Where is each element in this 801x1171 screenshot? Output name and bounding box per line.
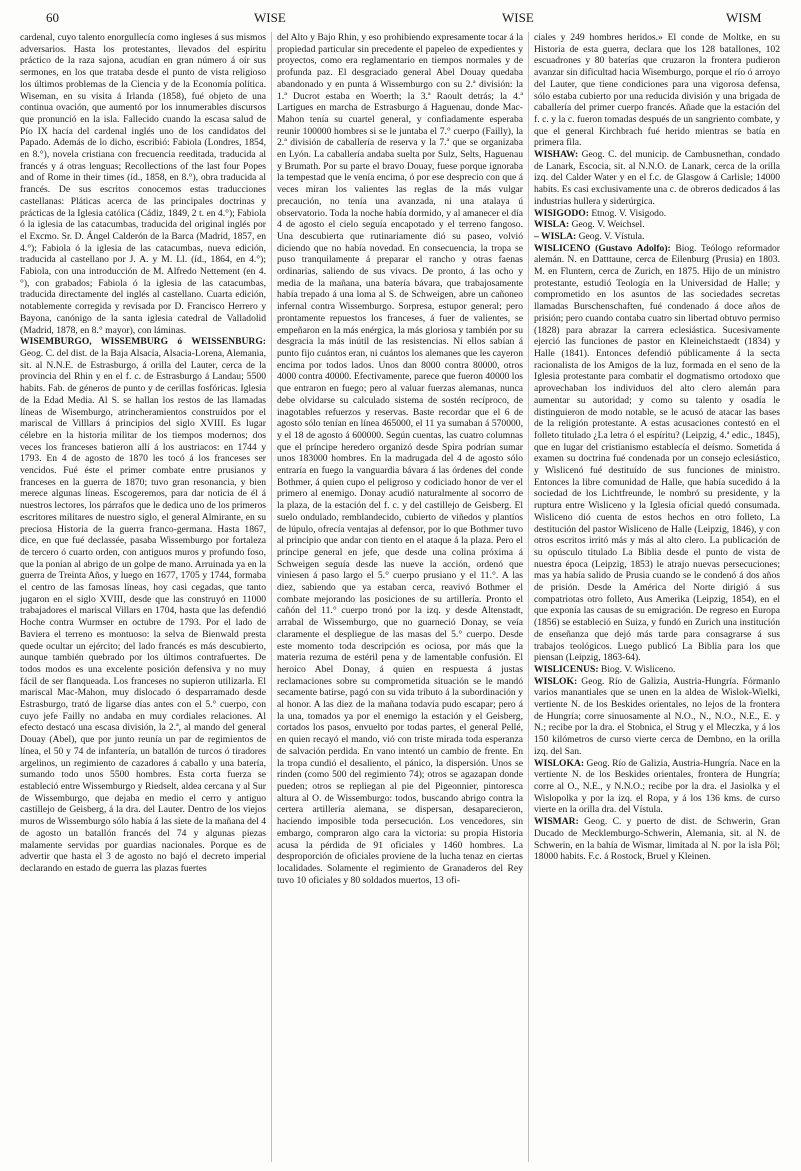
paragraph: del Alto y Bajo Rhin, y eso prohibiendo expresamente tocar á la propiedad particular sin precedente el papeleo de expedientes y proyectos, como era reglamentario en tiempos normales y de profunda paz. El desgraciado general Abel Douay quedaba abandonado y en punta á Wissemburgo con su 2.ª división: la 1.ª Ducrot estaba en Woerth; la 3.ª Raoult detrás; la 4.ª Lartigues en marcha de Estrasburgo á Haguenau, donde Mac-Mahon tenía su cuartel general, y confiadamente esperaba reunir 100000 hombres si se le juntaba el 7.° cuerpo (Failly), la 2.ª división de caballería de reserva y la 7.ª que se organizaba en Lyón. La caballería andaba suelta por Sulz, Selts, Haguenau y Brumath. Por su parte el bravo Douay, fuese porque ignoraba la tempestad que le venía encima, ó por ese desprecio con que á veces miran los valientes las reglas de la más vulgar precaución, no tenía una avanzada, ni una atalaya ú observatorio. Toda la noche había dormido, y al amanecer el día 4 de agosto el cielo seguía encapotado y el terreno fangoso. Una descubierta que rutinariamente dió su paseo, volvió diciendo que no había novedad. En consecuencia, la tropa se puso tranquilamente á preparar el rancho y otras faenas ordinarias, saliendo de sus vivacs. De pronto, á las ocho y media de la mañana, una batería bávara, que trabajosamente había trepado á una loma al S. de Schweigen, abre un cañoneo infernal contra Wissemburgo. Sorpresa, estupor general; pero prontamente repuestos los franceses, á fuer de valientes, se empeñaron en la más enérgica, la más gloriosa y también por su desgracia la más inútil de las resistencias. Ni ellos sabían á punto fijo cuántos eran, ni cuántos los alemanes que les cayeron encima por todos lados. Unos dan 8000 contra 80000, otros 4000 contra 40000. Efectivamente, parece que fueron 40000 los que entraron en fuego; pero al valuar fuerzas alemanas, nunca debe olvidarse su calculado sistema de sostén recíproco, de inagotables refuerzos y reservas. Baste recordar que el 6 de agosto sólo tenían en línea 465000, el 11 ya sumaban á 570000, y el 18 de agosto á 600000. Según cuentas, las cuatro columnas que el príncipe heredero organizó desde Spira podrían sumar unos 183000 hombres. En la madrugada del 4 de agosto sólo entraría en fuego la vanguardia bávara á las órdenes del conde Bothmer, á quien cupo el peligroso y codiciado honor de ver el primero al enemigo. Donay acudió naturalmente al socorro de la plaza, de la estación del f. c. y del castillejo de Geisberg. El suelo ondulado, remblandecido, cubierto de viñedos y plantíos de lúpulo, ofrecía ventajas al defensor, por lo que Bothmer tuvo al principio que andar con tiento en el ataque á la plaza. Pero el príncipe general en jefe, que desde una colina próxima á Schweigen seguía desde las nueve la acción, ordenó que viniesen á paso largo el 5.° cuerpo prusiano y el 11.°. A las diez, sabiendo que ya estaban cerca, reavivó Bothmer el combate mejorando las posiciones de su artillería. Pronto el cañón del 11.° cuerpo tronó por la izq. y desde Altenstadt, arrabal de Wissemburgo, que no guarneció Donay, se veía claramente el despliegue de las masas del 5.° cuerpo. Desde este momento toda descripción es ociosa, por más que la materia rezuma de estéril pena y de lamentable confusión. El heroico Abel Donay, á quien en respuesta á justas reclamaciones sobre su comprometida situación se le mandó secamente batirse, pagó con su vida tributo á la subordinación y al honor. A las diez de la mañana todavía pudo escapar; pero á la una, tomados ya por el enemigo la estación y el Geisberg, cortados los pasos, envuelto por todas partes, el general Pellé, en quien recayó el mando, vió con triste mirada toda esperanza de salvación perdida. En vano intentó un cambio de frente. En la tropa cundió el desaliento, el pánico, la dispersión. Unos se rinden (como 500 del regimiento 74); otros se agazapan donde pueden; otros se repliegan al pie del Pigeonnier, pintoresca altura al O. de Wissemburgo: todos, buscando abrigo contra la certera artillería alemana, se dispersan, desaparecieron, haciendo imposible toda persecución. Los vencedores, sin embargo, compraron algo cara la victoria: su propia Historia acusa la pérdida de 91 oficiales y 1460 hombres. La desproporción de oficiales proviene de la lucha tenaz en ciertas localidades. Solamente el regimiento de Granaderos del Rey tuvo 10 oficiales y 80 soldados muertos, 13 ofi- [277, 32, 523, 886]
text-column-2 [277, 32, 523, 1164]
entry-headword: WISLOKA: [534, 757, 585, 769]
entry-paragraph [534, 219, 780, 231]
entry-headword: WISEMBURGO, WISSEMBURG ó WEISSENBURG: [20, 336, 266, 348]
entry-text: Geog. Río de Galizia, Austria-Hungría. Nace en la vertiente N. de los Beskides orientales, frontera de Hungría; corre al O., N.E., y N.N.O.; recibe por la dra. el Jasiolka y el Wislopolka y por la izq. el Ropa, y á los 136 kms. de curso vierte en la orilla dra. del Vístula. [534, 757, 780, 816]
entry-headword: WISLA: [534, 219, 570, 231]
entry-text: Biog. Teólogo reformador alemán. N. en Datttaune, cerca de Eilenburg (Prusia) en 1803. M. en Fluntern, cerca de Zurich, en 1875. Hijo de un ministro protestante, estudió Teología en la Universidad de Halle; y comprometido en los asuntos de las sociedades secretas llamadas Burschenschaften, fué condenado á doce años de prisión; pero cuando contaba cuatro sin libertad obtuvo permiso (1828) para abrazar la carrera eclesiástica. Sucesivamente ejerció las funciones de pastor en Kleineichstaedt (1834) y Halle (1841). Entonces defendió públicamente á la secta racionalista de los Amigos de la luz, formada en el seno de la Iglesia protestante para combatir el dogmatismo ortodoxo que aprovechaban los individuos del alto clero alemán para aumentar su autoridad; y como su talento y osadía le distinguieron de modo notable, se le acusó de atacar las bases de la religión protestante. A estas acusaciones contestó en el folleto titulado ¿La letra ó el espíritu? (Leipzig, 4.ª edic., 1845), que en lugar del cristianismo establecía el deísmo. Sometida á examen su doctrina fué condenada por un consejo eclesiástico, y Wislicenó fué destituído de sus funciones de ministro. Entonces la libre comunidad de Halle, que había sucedido á la sociedad de los Lichtfreunde, le nombró su presidente, y la ruptura entre Wisliceno y la Iglesia oficial quedó consumada. Wisliceno dió cuenta de estos hechos en otro folleto, La destitución del pastor Wisliceno de Halle (Leipzig, 1846), y con otros escritos irritó más y más al alto clero. La publicación de su opúsculo titulado La Biblia desde el punto de vista de nuestra época (Leipzig, 1853) le atrajo nuevas persecuciones; mas ya había salido de Prusia cuando se le condenó á dos años de prisión. Desde la América del Norte dirigió á sus compatriotas otro folleto, Aus Amerika (Leipzig, 1854), en el que exponía las causas de su emigración. De regreso en Europa (1856) se estableció en Suiza, y fundó en Zurich una institución de enseñanza que dejó más tarde para consagrarse á sus trabajos teológicos. Luego publicó La Biblia para los que piensan (Leipzig, 1863-64). [534, 242, 780, 664]
entry-paragraph [534, 243, 780, 664]
guide-word-center: WISE [502, 10, 534, 25]
entry-headword: WISMAR: [534, 816, 579, 828]
entry-paragraph [534, 816, 780, 863]
running-header [22, 10, 779, 28]
entry-paragraph [20, 336, 266, 874]
entry-text: Geog. Río de Galizia, Austria-Hungría. Fórmanlo varios manantiales que se unen en la aldea de Wislok-Wielki, vertiente N. de los Beskides orientales, no lejos de la frontera de Hungría; corre sinuosamente al N.O., N., N.O., N.E., E. y N.; recibe por la dra. el Stobnica, el Strug y el Mleczka, y á los 150 kilómetros de curso vierte cerca de Dembno, en la orilla izq. del San. [534, 675, 780, 757]
entry-paragraph [534, 208, 780, 220]
column-divider [271, 32, 272, 1162]
paragraph: ciales y 249 hombres heridos.» El conde de Moltke, en su Historia de esta guerra, declara que los 128 batallones, 102 escuadrones y 80 baterías que cruzaron la frontera pudieron avanzar sin dificultad hacia Wisemburgo, porque el río ó arroyo del Lauter, que tiene condiciones para una vigorosa defensa, sólo estaba cubierto por una reducida división y una brigada de caballería del primer cuerpo francés. Añade que la estación del f. c. y la c. fueron tomadas después de un sangriento combate, y que el general Kirchbrach fué herido mientras se batía en primera fila. [534, 32, 780, 149]
entry-text: Geog. C. y puerto de dist. de Schwerin, Gran Ducado de Mecklemburgo-Schwerin, Alemania, sit. al N. de Schwerin, en la bahía de Wismar, limitada al N. por la isla Pöl; 18000 habits. F.c. á Rostock, Bruel y Kleinen. [534, 816, 780, 863]
entry-headword: WISLICENO (Gustavo Adolfo): [534, 242, 671, 254]
entry-paragraph [534, 676, 780, 758]
entry-headword: WISIGODO: [534, 207, 589, 219]
entry-text: Geog. V. Vístula. [576, 230, 645, 242]
entry-text: Geog. C. del municip. de Cambusnethan, condado de Lanark, Escocia, sit. al N.N.O. de Lanark, cerca de la orilla izq. del Calder Water y en el f.c. de Glasgow á Carlisle; 14000 habits. Es casi exclusivamente una c. de obreros dedicados á las industrias hullera y siderúrgica. [534, 149, 780, 207]
entry-paragraph [534, 664, 780, 676]
guide-word-right: WISM [726, 10, 762, 25]
column-divider [528, 32, 529, 1162]
entry-headword: WISHAW: [534, 149, 579, 161]
entry-text: Biog. V. Wisliceno. [598, 663, 676, 675]
entry-paragraph [534, 149, 780, 208]
guide-word-left: WISE [254, 10, 286, 25]
entry-headword: – WISLA: [534, 230, 577, 242]
paragraph: cardenal, cuyo talento enorgullecía como ingleses á sus mismos adversarios. Hasta los protestantes, llevados del espíritu práctico de la raza sajona, acudían en gran número á oír sus sermones, en los que trataba desde el punto de vista religioso los últimos problemas de la Ciencia y de la Economía política. Wiseman, en su visita á Irlanda (1858), fué objeto de una continua ovación, que aumentó por los innumerables discursos que pronunció en la isla. Fallecido cuando la escasa salud de Pío IX hacía del cardenal inglés uno de los candidatos del Papado. Además de lo dicho, escribió: Fabiola (Londres, 1854, en 8.°), novela cristiana con frecuencia reeditada, traducida al francés y á otras lenguas; Recollections of the last four Popes and of Rome in their times (íd., 1858, en 8.°), obra traducida al francés. De sus escritos conocemos estas traducciones castellanas: Pláticas acerca de las principales doctrinas y prácticas de la Iglesia católica (Cádiz, 1849, 2 t. en 4.°); Fabiola ó la iglesia de las catacumbas, traducida del original inglés por el Excmo. Sr. D. Ángel Calderón de la Barca (Madrid, 1857, en 4.°); Fabiola ó la iglesia de las catacumbas, nueva edición, traducida al castellano por J. A. y M. Ll. (íd., 1864, en 4.°); Fabiola, con una introducción de M. Alfredo Nettement (en 4.°), con grabados; Fabiola ó la iglesia de las catacumbas, traducida directamente del inglés al castellano. Cuarta edición, notablemente corregida y revisada por D. Francisco Herrero y Bayona, canónigo de la santa iglesia catedral de Valladolid (Madrid, 1878, en 8.° mayor), con láminas. [20, 32, 266, 336]
entry-text: Etnog. V. Visigodo. [588, 207, 667, 219]
entry-paragraph [534, 231, 780, 243]
entry-headword: WISLOK: [534, 675, 578, 687]
page-number: 60 [46, 10, 59, 25]
entry-text: Geog. C. del dist. de la Baja Alsacia, Alsacia-Lorena, Alemania, sit. al N.N.E. de Estrasburgo, á orilla del Lauter, cerca de la provincia del Rhin y en el f. c. de Estrasburgo á Landau; 5500 habits. Fab. de géneros de punto y de cerillas fosfóricas. Iglesia de la Edad Media. Al S. se hallan los restos de las llamadas líneas de Wisemburgo, atrincheramientos construídos por el mariscal de Villlars á principios del siglo XVIII. Es lugar célebre en la historia militar de los tiempos modernos; dos veces los franceses batieron allí á los austriacos: en 1744 y 1793. En 4 de agosto de 1870 les tocó á los franceses ser vencidos. Fué éste el primer combate entre prusianos y franceses en la guerra de 1870; tuvo gran resonancia, y bien merece algunas líneas. Escogeremos, para dar noticia de él á nuestros lectores, los párrafos que le dedica uno de los primeros escritores militares de nuestro siglo, el general Almirante, en su preciosa Historia de la guerra franco-germana. Hasta 1867, dice, en que fué declassée, pasaba Wissemburgo por fortaleza de tercero ó cuarto orden, con antiguos muros y profundo foso, que la ponían al abrigo de un golpe de mano. Arruinada ya en la guerra de Treinta Años, y luego en 1677, 1705 y 1744, formaba el centro de las famosas líneas, hoy casi cegadas, que tanto jugaron en el siglo XVIII, desde que las construyó en 11000 trabajadores el mariscal Villars en 1704, hasta que las defendió Hoche contra Wurmser en octubre de 1793. Por el lado de Baviera el terreno es montuoso: la selva de Bienwald presta quede ocultar un ejército; del lado francés es más descubierto, aunque también quebrado por los últimos contrafuertes. De todos modos es una excelente posición defensiva y no muy fácil de ser flanqueada. Los franceses no supieron utilizarla. El mariscal Mac-Mahon, muy dislocado ó desparramado desde Estrasburgo, trató de ligarse días antes con el 5.° cuerpo, con cuyo jefe Failly no andaba en muy cordiales relaciones. Al efecto destacó una escasa división, la 2.ª, al mando del general Douay (Abel), que por junto reunía un par de regimientos de línea, el 50 y 74 de infantería, un batallón de turcos ó tiradores argelinos, un regimiento de cazadores á caballo y una batería, sumando todo unos 5500 hombres. Esta corta fuerza se estableció entre Wissemburgo y Riedselt, aldea cercana y al Sur de Wissemburgo, que dejaba en medio el cerro y antiguo castillejo de Geisberg, á la dra. del Lauter. Dentro de los viejos muros de Wissemburgo sólo había á las siete de la mañana del 4 de agosto un batallón francés del 74 y algunas piezas malamente servidas por guardias nacionales. Porque es de advertir que hasta el 3 de agosto no bajó el decreto imperial declarando en estado de guerra las plazas fuertes [20, 347, 266, 874]
entry-headword: WISLICENUS: [534, 663, 599, 675]
text-column-3 [534, 32, 780, 1164]
text-column-1 [20, 32, 266, 1164]
entry-paragraph [534, 758, 780, 817]
entry-text: Geog. V. Weichsel. [569, 219, 645, 231]
